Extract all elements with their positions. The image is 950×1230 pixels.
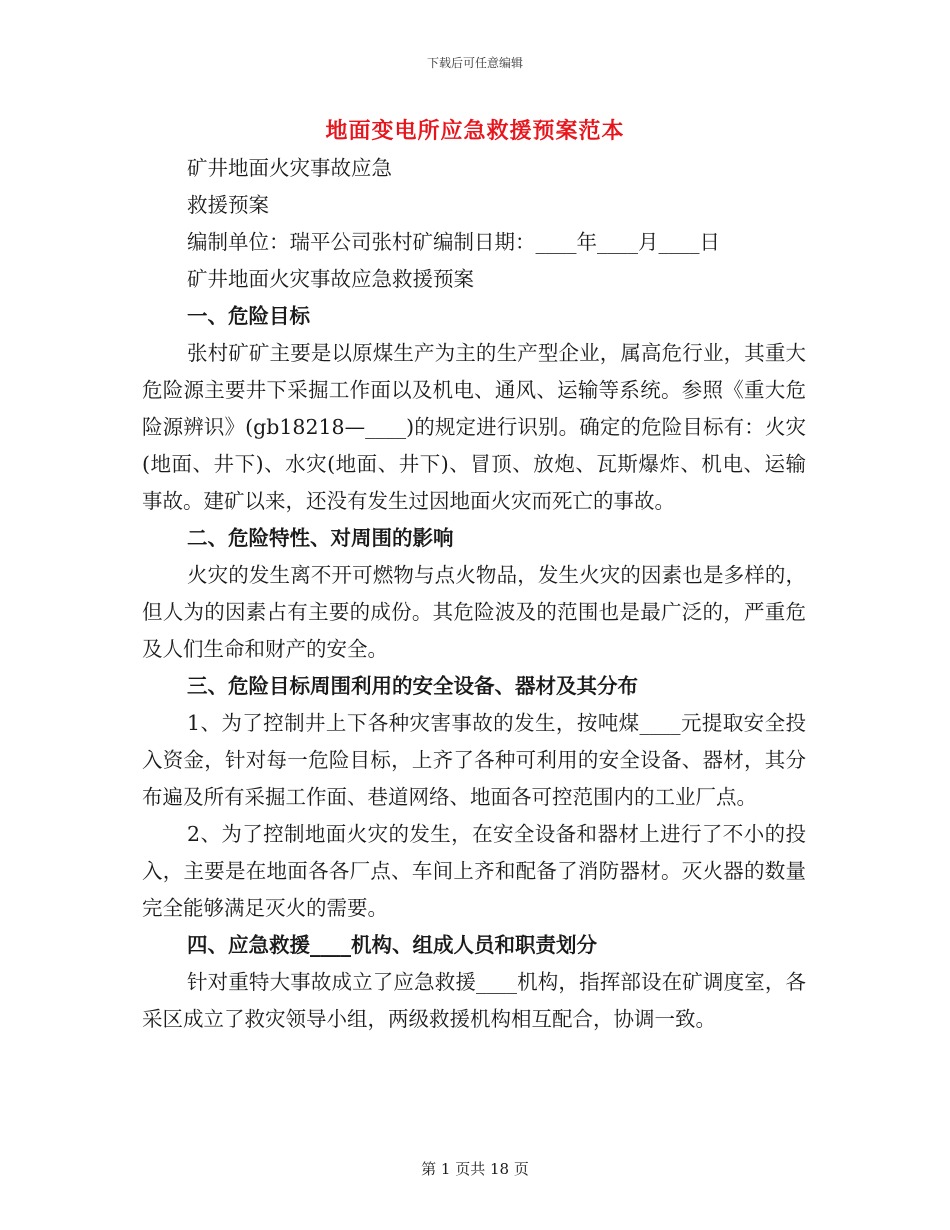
section-heading-1: 一、危险目标 [187,304,310,328]
section-heading-3: 三、危险目标周围利用的安全设备、器材及其分布 [187,674,638,698]
document-body [142,150,806,1038]
intro-line-1: 矿井地面火灾事故应急 [187,156,392,180]
section-3-paragraph-2: 2、为了控制地面火灾的发生，在安全设备和器材上进行了不小的投入，主要是在地面各各厂点、车间上齐和配备了消防器材。灭火器的数量完全能够满足灭火的需要。 [142,822,806,920]
document-title: 地面变电所应急救援预案范本 [325,118,625,144]
section-heading-4: 四、应急救援____机构、组成人员和职责划分 [187,933,597,957]
intro-line-3: 编制单位：瑞平公司张村矿编制日期：____年____月____日 [187,230,720,254]
section-3-paragraph-1: 1、为了控制井上下各种灾害事故的发生，按吨煤____元提取安全投入资金，针对每一危险目标，上齐了各种可利用的安全设备、器材，其分布遍及所有采掘工作面、巷道网络、地面各可控范围内的工业厂点。 [142,711,806,809]
section-2-paragraph-1: 火灾的发生离不开可燃物与点火物品，发生火灾的因素也是多样的，但人为的因素占有主要的成份。其危险波及的范围也是最广泛的，严重危及人们生命和财产的安全。 [142,563,806,661]
section-1-paragraph-1: 张村矿矿主要是以原煤生产为主的生产型企业，属高危行业，其重大危险源主要井下采掘工作面以及机电、通风、运输等系统。参照《重大危险源辨识》(gb18218—____)的规定进行识别。确定的危险目标有：火灾(地面、井下)、水灾(地面、井下)、冒顶、放炮、瓦斯爆炸、机电、运输事故。建矿以来，还没有发生过因地面火灾而死亡的事故。 [142,341,806,513]
intro-line-2: 救援预案 [187,193,269,217]
section-4-paragraph-1: 针对重特大事故成立了应急救援____机构，指挥部设在矿调度室，各采区成立了救灾领导小组，两级救援机构相互配合，协调一致。 [142,970,806,1031]
page-footer: 第 1 页共 18 页 [421,1160,529,1178]
page-header: 下载后可任意编辑 [426,56,523,70]
intro-line-4: 矿井地面火灾事故应急救援预案 [187,267,474,291]
section-heading-2: 二、危险特性、对周围的影响 [187,526,454,550]
